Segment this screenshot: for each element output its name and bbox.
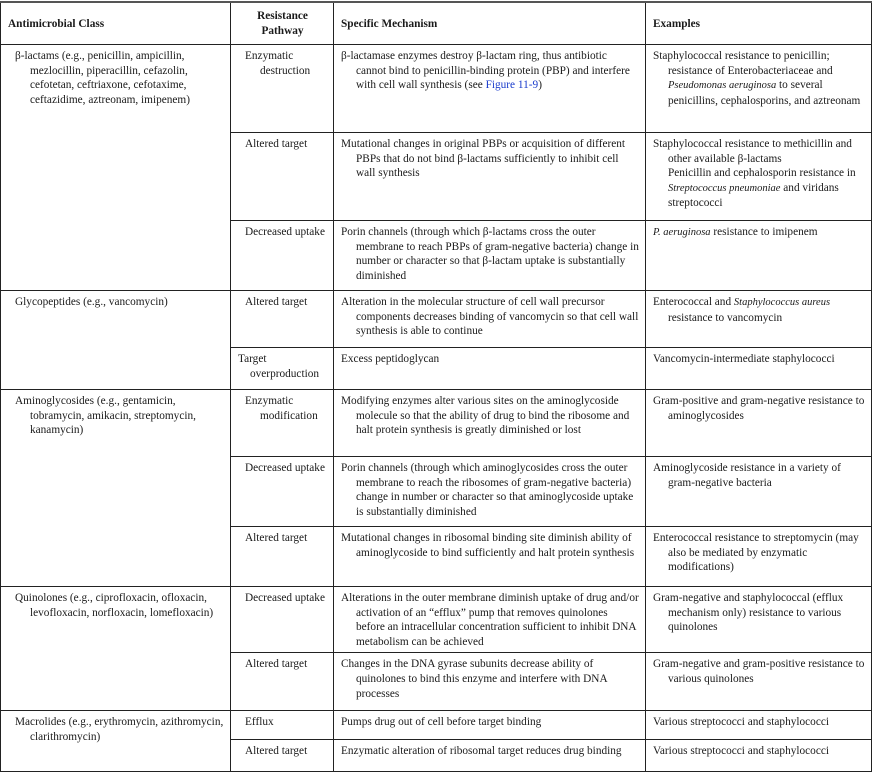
- figure-link[interactable]: Figure 11-9: [485, 79, 539, 92]
- pathway-cell: Enzymatic modification: [231, 390, 334, 457]
- pathway-cell: Decreased uptake: [231, 457, 334, 527]
- header-antimicrobial-class: Antimicrobial Class: [1, 2, 231, 45]
- pathway-cell: Altered target: [231, 133, 334, 221]
- mechanism-cell: Modifying enzymes alter various sites on the aminoglycoside molecule so that the ability of drug to bind the ribosome and halt protein synthesis is greatly diminished or lost: [334, 390, 646, 457]
- examples-cell: Enterococcal resistance to streptomycin (may also be mediated by enzymatic modifications): [646, 527, 872, 587]
- pathway-cell: Altered target: [231, 740, 334, 772]
- examples-cell: Staphylococcal resistance to methicillin and other available β-lactams Penicillin and cephalosporin resistance in Streptococcus pneumoniae and viridans streptococci: [646, 133, 872, 221]
- mechanism-cell: Mutational changes in ribosomal binding site diminish ability of aminoglycoside to bind sufficiently and halt protein synthesis: [334, 527, 646, 587]
- antimicrobial-resistance-table: [0, 1, 872, 772]
- pathway-cell: Efflux: [231, 711, 334, 740]
- mechanism-cell: Pumps drug out of cell before target binding: [334, 711, 646, 740]
- examples-cell: Staphylococcal resistance to penicillin; resistance of Enterobacteriaceae and Pseudomonas aeruginosa to several penicillins, cephalosporins, and aztreonam: [646, 45, 872, 133]
- pathway-cell: Decreased uptake: [231, 221, 334, 291]
- examples-cell: Vancomycin-intermediate staphylococci: [646, 348, 872, 390]
- pathway-cell: Altered target: [231, 527, 334, 587]
- pathway-cell: Enzymatic destruction: [231, 45, 334, 133]
- mechanism-cell: β-lactamase enzymes destroy β-lactam ring, thus antibiotic cannot bind to penicillin-binding protein (PBP) and interfere with cell wall synthesis (see Figure 11-9): [334, 45, 646, 133]
- header-row: [1, 2, 872, 45]
- header-examples: Examples: [646, 2, 872, 45]
- examples-cell: P. aeruginosa resistance to imipenem: [646, 221, 872, 291]
- header-specific-mechanism: Specific Mechanism: [334, 2, 646, 45]
- pathway-cell: Altered target: [231, 291, 334, 348]
- mechanism-cell: Changes in the DNA gyrase subunits decrease ability of quinolones to bind this enzyme and interfere with DNA processes: [334, 653, 646, 711]
- table-row: [1, 390, 872, 457]
- pathway-cell: Decreased uptake: [231, 587, 334, 653]
- mechanism-cell: Alteration in the molecular structure of cell wall precursor components decreases binding of vancomycin so that cell wall synthesis is able to continue: [334, 291, 646, 348]
- class-cell: Macrolides (e.g., erythromycin, azithromycin, clarithromycin): [1, 711, 231, 772]
- table-row: [1, 587, 872, 653]
- class-cell: Aminoglycosides (e.g., gentamicin, tobramycin, amikacin, streptomycin, kanamycin): [1, 390, 231, 587]
- table-row: [1, 291, 872, 348]
- examples-cell: Various streptococci and staphylococci: [646, 740, 872, 772]
- mechanism-cell: Porin channels (through which β-lactams cross the outer membrane to reach PBPs of gram-negative bacteria) change in number or character so that β-lactam uptake is substantially diminished: [334, 221, 646, 291]
- mechanism-cell: Mutational changes in original PBPs or acquisition of different PBPs that do not bind β-lactams sufficiently to inhibit cell wall synthesis: [334, 133, 646, 221]
- mechanism-cell: Enzymatic alteration of ribosomal target reduces drug binding: [334, 740, 646, 772]
- table-row: [1, 45, 872, 133]
- mechanism-cell: Alterations in the outer membrane diminish uptake of drug and/or activation of an “efflux” pump that removes quinolones before an intracellular concentration sufficient to inhibit DNA metabolism can be achieved: [334, 587, 646, 653]
- class-cell: β-lactams (e.g., penicillin, ampicillin, mezlocillin, piperacillin, cefazolin, cefotetan, ceftriaxone, cefotaxime, ceftazidime, aztreonam, imipenem): [1, 45, 231, 291]
- pathway-cell: Target overproduction: [231, 348, 334, 390]
- examples-cell: Gram-positive and gram-negative resistance to aminoglycosides: [646, 390, 872, 457]
- examples-cell: Aminoglycoside resistance in a variety of gram-negative bacteria: [646, 457, 872, 527]
- table-row: [1, 711, 872, 740]
- mechanism-cell: Porin channels (through which aminoglycosides cross the outer membrane to reach the ribosomes of gram-negative bacteria) change in number or character so that aminoglycoside uptake is substantially diminished: [334, 457, 646, 527]
- examples-cell: Enterococcal and Staphylococcus aureus resistance to vancomycin: [646, 291, 872, 348]
- mechanism-cell: Excess peptidoglycan: [334, 348, 646, 390]
- examples-cell: Various streptococci and staphylococci: [646, 711, 872, 740]
- examples-cell: Gram-negative and gram-positive resistance to various quinolones: [646, 653, 872, 711]
- examples-cell: Gram-negative and staphylococcal (efflux mechanism only) resistance to various quinolones: [646, 587, 872, 653]
- header-resistance-pathway: Resistance Pathway: [231, 2, 334, 45]
- pathway-cell: Altered target: [231, 653, 334, 711]
- class-cell: Quinolones (e.g., ciprofloxacin, ofloxacin, levofloxacin, norfloxacin, lomefloxacin): [1, 587, 231, 711]
- class-cell: Glycopeptides (e.g., vancomycin): [1, 291, 231, 390]
